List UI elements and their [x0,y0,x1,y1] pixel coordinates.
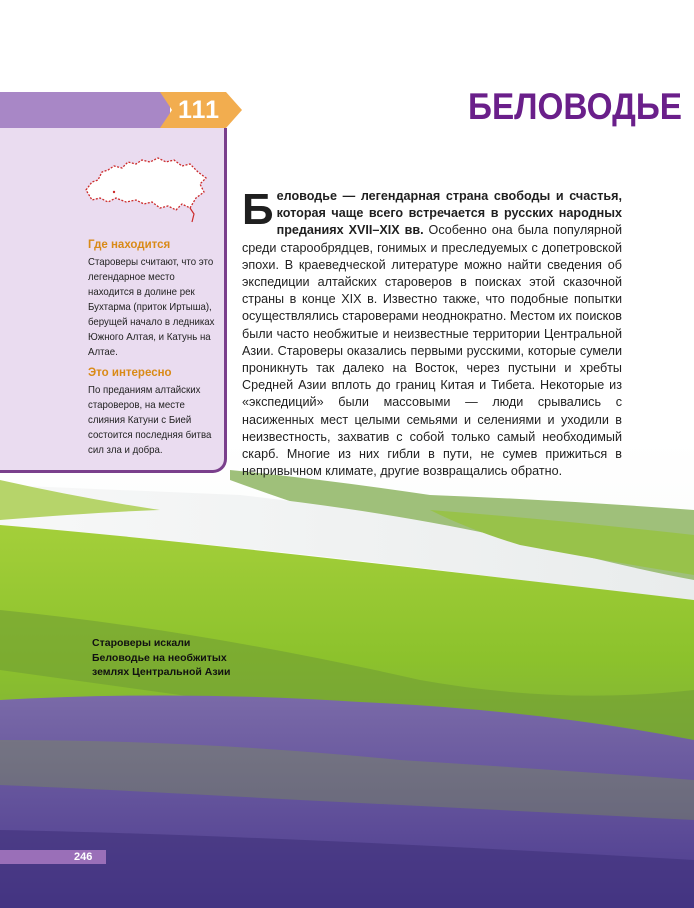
where-heading: Где находится [88,239,171,251]
article-lead: еловодье — легендарная страна свободы и счастья, которая чаще всего встречается в русских народных преданиях XVII–XIX вв. [276,189,622,238]
entry-number-badge [160,92,242,128]
photo-caption: Староверы искали Беловодье на необжитых землях Центральной Азии [92,637,231,678]
page-title: БЕЛОВОДЬЕ [468,86,682,127]
interesting-block [88,366,220,458]
interesting-text: По преданиям алтайских староверов, на месте слияния Катуни с Бией состоится последняя битва сил зла и добра. [88,384,212,456]
where-text: Староверы считают, что это легендарное место находится в долине рек Бухтарма (приток Иртыша), берущей начало в ледниках Южного Алтая, и Катунь на Алтае. [88,256,215,358]
interesting-heading: Это интересно [88,367,172,379]
russia-map-icon [78,152,212,224]
drop-cap: Б [242,185,274,234]
article-text: Особенно она была популярной среди старообрядцев, гонимых и преследуемых с допетровской эпохи. В краеведческой литературе можно найти сведения об экспедиции алтайских староверов в поисках этой сказочной страны в конце XIX в. Известно также, что подобные попытки осуществлялись староверами неоднократно. Местом их поисков были часто необжитые и неизвестные территории Центральной Азии. Староверы оказались первыми русскими, которые сумели проникнуть так далеко на Восток, через пустыни и хребты Средней Азии вплоть до границ Китая и Тибета. Некоторые из «экспедиций» были массовыми — люди срывались с насиженных мест целыми семьями и селениями и уходили в неизвестность, захватив с собой только самый необходимый скарб. Многие из них гибли в пути, не сумев прижиться в непривычном климате, другие возвращались обратно. [242,223,622,479]
header-bar [0,92,170,128]
article-body [242,185,622,480]
page-number: 246 [74,851,93,863]
entry-number: 111 [178,96,220,124]
where-block [88,238,220,360]
